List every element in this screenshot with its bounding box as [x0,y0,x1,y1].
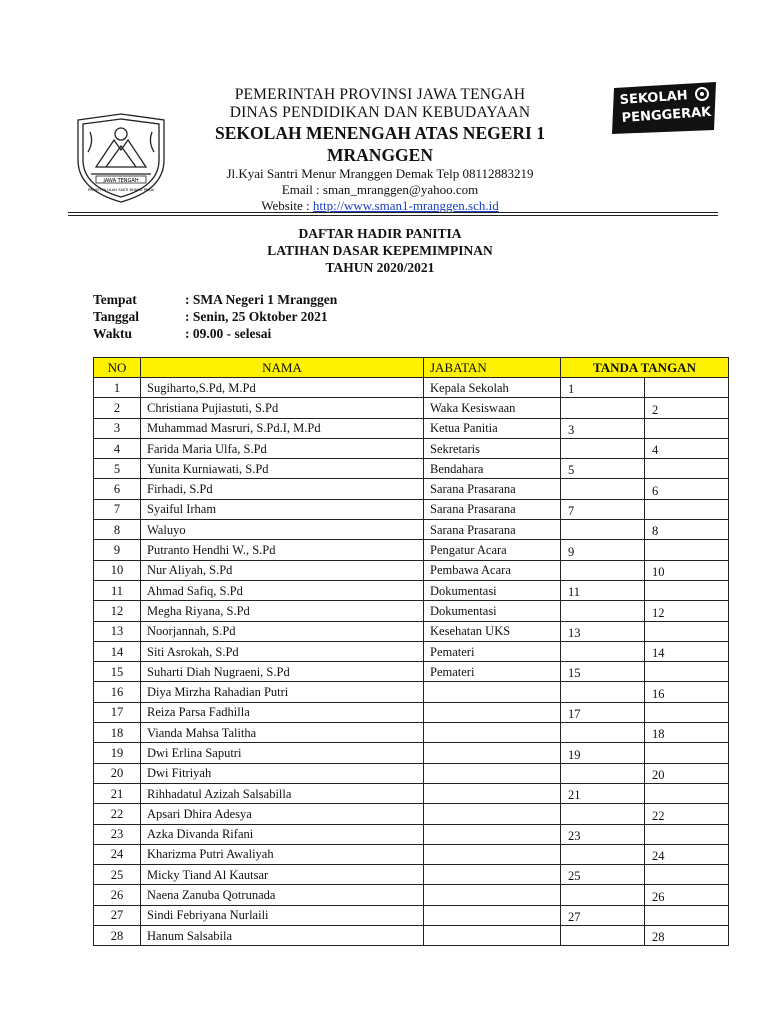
cell-nama: Dwi Fitriyah [141,763,424,783]
cell-jabatan: Sarana Prasarana [424,499,561,519]
cell-nama: Christiana Pujiastuti, S.Pd [141,398,424,418]
signature-cell-left[interactable]: 25 [561,865,645,885]
cell-no: 8 [94,520,141,540]
signature-cell-left[interactable] [561,520,645,540]
signature-cell-left[interactable] [561,763,645,783]
cell-no: 14 [94,641,141,661]
signature-cell-right[interactable] [645,540,729,560]
signature-cell-right[interactable] [645,743,729,763]
cell-nama: Sugiharto,S.Pd, M.Pd [141,378,424,398]
signature-cell-right[interactable] [645,621,729,641]
cell-no: 22 [94,804,141,824]
website-link[interactable]: http://www.sman1-mranggen.sch.id [312,198,499,213]
cell-no: 23 [94,824,141,844]
province-line: PEMERINTAH PROVINSI JAWA TENGAH [234,86,526,103]
table-row [94,438,729,458]
signature-cell-right[interactable]: 22 [645,804,729,824]
cell-jabatan: Sarana Prasarana [424,479,561,499]
cell-nama: Noorjannah, S.Pd [141,621,424,641]
emblem-text: JAWA TENGAH [103,178,139,184]
cell-jabatan: Ketua Panitia [424,418,561,438]
signature-cell-right[interactable] [645,662,729,682]
attendance-table [93,357,729,946]
cell-no: 11 [94,580,141,600]
table-row [94,418,729,438]
title-line-3: TAHUN 2020/2021 [325,260,435,275]
signature-cell-left[interactable] [561,682,645,702]
signature-cell-right[interactable]: 10 [645,560,729,580]
title-line-2: LATIHAN DASAR KEPEMIMPINAN [267,243,493,258]
tanggal-label: Tanggal [93,309,140,324]
badge-text-1: SEKOLAH [619,88,689,108]
table-row [94,398,729,418]
cell-no: 19 [94,743,141,763]
table-row [94,621,729,641]
cell-no: 10 [94,560,141,580]
emblem-motto: PRASETYA ULAH SAKTI BHAKTI PRAJA [87,188,155,192]
cell-jabatan: Pengatur Acara [424,540,561,560]
waktu-label: Waktu [93,326,133,341]
cell-no: 27 [94,905,141,925]
header-tanda-tangan: TANDA TANGAN [561,358,729,378]
cell-jabatan [424,865,561,885]
table-row [94,499,729,519]
table-header-row [94,358,729,378]
cell-jabatan: Kepala Sekolah [424,378,561,398]
signature-cell-right[interactable]: 24 [645,844,729,864]
table-row [94,520,729,540]
table-row [94,723,729,743]
cell-jabatan: Pembawa Acara [424,560,561,580]
cell-nama: Kharizma Putri Awaliyah [141,844,424,864]
signature-cell-left[interactable] [561,804,645,824]
cell-jabatan [424,905,561,925]
table-row [94,865,729,885]
cell-no: 15 [94,662,141,682]
signature-cell-right[interactable] [645,905,729,925]
signature-cell-right[interactable] [645,865,729,885]
signature-cell-right[interactable]: 14 [645,641,729,661]
cell-jabatan: Pemateri [424,662,561,682]
school-name-line2: MRANGGEN [327,145,433,165]
title-line-1: DAFTAR HADIR PANITIA [298,226,462,241]
cell-no: 4 [94,438,141,458]
signature-cell-left[interactable]: 21 [561,783,645,803]
cell-nama: Putranto Hendhi W., S.Pd [141,540,424,560]
table-row [94,459,729,479]
cell-nama: Siti Asrokah, S.Pd [141,641,424,661]
signature-cell-right[interactable]: 18 [645,723,729,743]
cell-jabatan [424,783,561,803]
signature-cell-left[interactable]: 19 [561,743,645,763]
cell-no: 24 [94,844,141,864]
signature-cell-right[interactable] [645,418,729,438]
cell-no: 20 [94,763,141,783]
cell-jabatan [424,885,561,905]
signature-cell-right[interactable] [645,580,729,600]
table-row [94,682,729,702]
table-row [94,804,729,824]
table-row [94,601,729,621]
signature-cell-left[interactable] [561,885,645,905]
signature-cell-left[interactable] [561,723,645,743]
cell-nama: Sindi Febriyana Nurlaili [141,905,424,925]
cell-nama: Syaiful Irham [141,499,424,519]
signature-cell-left[interactable]: 23 [561,824,645,844]
cell-no: 16 [94,682,141,702]
header-divider [68,212,718,213]
cell-nama: Muhammad Masruri, S.Pd.I, M.Pd [141,418,424,438]
cell-jabatan [424,926,561,946]
cell-no: 18 [94,723,141,743]
signature-cell-right[interactable]: 16 [645,682,729,702]
cell-no: 6 [94,479,141,499]
signature-cell-right[interactable]: 28 [645,926,729,946]
jawa-tengah-emblem [66,112,176,204]
table-row [94,580,729,600]
signature-cell-right[interactable]: 12 [645,601,729,621]
signature-cell-left[interactable]: 3 [561,418,645,438]
signature-cell-left[interactable]: 5 [561,459,645,479]
signature-cell-right[interactable]: 2 [645,398,729,418]
table-row [94,763,729,783]
document-title [180,225,580,276]
cell-nama: Yunita Kurniawati, S.Pd [141,459,424,479]
header-divider-thin [68,215,718,216]
signature-cell-left[interactable]: 1 [561,378,645,398]
cell-no: 12 [94,601,141,621]
cell-nama: Waluyo [141,520,424,540]
cell-jabatan: Bendahara [424,459,561,479]
signature-cell-right[interactable] [645,783,729,803]
signature-cell-left[interactable] [561,844,645,864]
event-info [93,291,337,342]
cell-nama: Vianda Mahsa Talitha [141,723,424,743]
table-row [94,662,729,682]
signature-cell-left[interactable]: 13 [561,621,645,641]
cell-jabatan [424,844,561,864]
table-row [94,844,729,864]
signature-cell-left[interactable] [561,641,645,661]
signature-cell-left[interactable]: 27 [561,905,645,925]
signature-cell-right[interactable]: 6 [645,479,729,499]
school-address: Jl.Kyai Santri Menur Mranggen Demak Telp 08112883219 [226,166,534,181]
cell-nama: Apsari Dhira Adesya [141,804,424,824]
cell-no: 13 [94,621,141,641]
table-row [94,641,729,661]
table-row [94,743,729,763]
cell-jabatan: Sekretaris [424,438,561,458]
tempat-label: Tempat [93,292,137,307]
table-row [94,540,729,560]
table-row [94,479,729,499]
cell-nama: Reiza Parsa Fadhilla [141,702,424,722]
cell-jabatan [424,682,561,702]
cell-jabatan: Kesehatan UKS [424,621,561,641]
school-name-line1: SEKOLAH MENENGAH ATAS NEGERI 1 [215,123,545,143]
cell-nama: Firhadi, S.Pd [141,479,424,499]
tempat-value: : SMA Negeri 1 Mranggen [185,292,338,307]
table-body [94,378,729,946]
sekolah-penggerak-badge [610,82,720,136]
cell-jabatan [424,804,561,824]
cell-jabatan: Waka Kesiswaan [424,398,561,418]
department-line: DINAS PENDIDIKAN DAN KEBUDAYAAN [229,104,531,121]
signature-cell-left[interactable] [561,926,645,946]
signature-cell-right[interactable] [645,459,729,479]
cell-nama: Naena Zanuba Qotrunada [141,885,424,905]
badge-text-2: PENGGERAK [621,104,712,126]
signature-cell-right[interactable] [645,824,729,844]
cell-jabatan [424,824,561,844]
cell-no: 28 [94,926,141,946]
signature-cell-right[interactable]: 8 [645,520,729,540]
cell-jabatan [424,723,561,743]
school-email: Email : sman_mranggen@yahoo.com [281,182,479,197]
cell-jabatan: Sarana Prasarana [424,520,561,540]
cell-no: 25 [94,865,141,885]
signature-cell-right[interactable] [645,499,729,519]
cell-nama: Ahmad Safiq, S.Pd [141,580,424,600]
signature-cell-left[interactable] [561,560,645,580]
cell-nama: Nur Aliyah, S.Pd [141,560,424,580]
cell-no: 1 [94,378,141,398]
signature-cell-right[interactable]: 26 [645,885,729,905]
cell-nama: Diya Mirzha Rahadian Putri [141,682,424,702]
table-row [94,560,729,580]
signature-cell-left[interactable]: 9 [561,540,645,560]
cell-nama: Suharti Diah Nugraeni, S.Pd [141,662,424,682]
signature-cell-left[interactable] [561,398,645,418]
signature-cell-left[interactable] [561,438,645,458]
cell-nama: Hanum Salsabila [141,926,424,946]
signature-cell-right[interactable]: 4 [645,438,729,458]
table-row [94,926,729,946]
signature-cell-left[interactable]: 7 [561,499,645,519]
cell-nama: Dwi Erlina Saputri [141,743,424,763]
cell-jabatan: Pemateri [424,641,561,661]
cell-no: 7 [94,499,141,519]
cell-no: 17 [94,702,141,722]
header-nama: NAMA [141,358,424,378]
cell-nama: Farida Maria Ulfa, S.Pd [141,438,424,458]
cell-jabatan [424,743,561,763]
cell-no: 5 [94,459,141,479]
cell-nama: Rihhadatul Azizah Salsabilla [141,783,424,803]
cell-nama: Micky Tiand Al Kautsar [141,865,424,885]
table-row [94,783,729,803]
cell-jabatan: Dokumentasi [424,601,561,621]
cell-no: 9 [94,540,141,560]
cell-jabatan [424,702,561,722]
header-no: NO [94,358,141,378]
table-row [94,702,729,722]
signature-cell-left[interactable]: 15 [561,662,645,682]
table-row [94,905,729,925]
signature-cell-left[interactable]: 17 [561,702,645,722]
tanggal-value: : Senin, 25 Oktober 2021 [185,309,328,324]
cell-no: 21 [94,783,141,803]
cell-no: 2 [94,398,141,418]
table-row [94,885,729,905]
cell-nama: Megha Riyana, S.Pd [141,601,424,621]
website-label: Website : [261,198,313,213]
header-jabatan: JABATAN [424,358,561,378]
letterhead [180,86,580,214]
cell-no: 26 [94,885,141,905]
cell-nama: Azka Divanda Rifani [141,824,424,844]
table-row [94,824,729,844]
signature-cell-right[interactable] [645,378,729,398]
signature-cell-right[interactable] [645,702,729,722]
signature-cell-right[interactable]: 20 [645,763,729,783]
waktu-value: : 09.00 - selesai [185,326,272,341]
signature-cell-left[interactable]: 11 [561,580,645,600]
cell-jabatan: Dokumentasi [424,580,561,600]
cell-jabatan [424,763,561,783]
signature-cell-left[interactable] [561,479,645,499]
signature-cell-left[interactable] [561,601,645,621]
table-row [94,378,729,398]
cell-no: 3 [94,418,141,438]
